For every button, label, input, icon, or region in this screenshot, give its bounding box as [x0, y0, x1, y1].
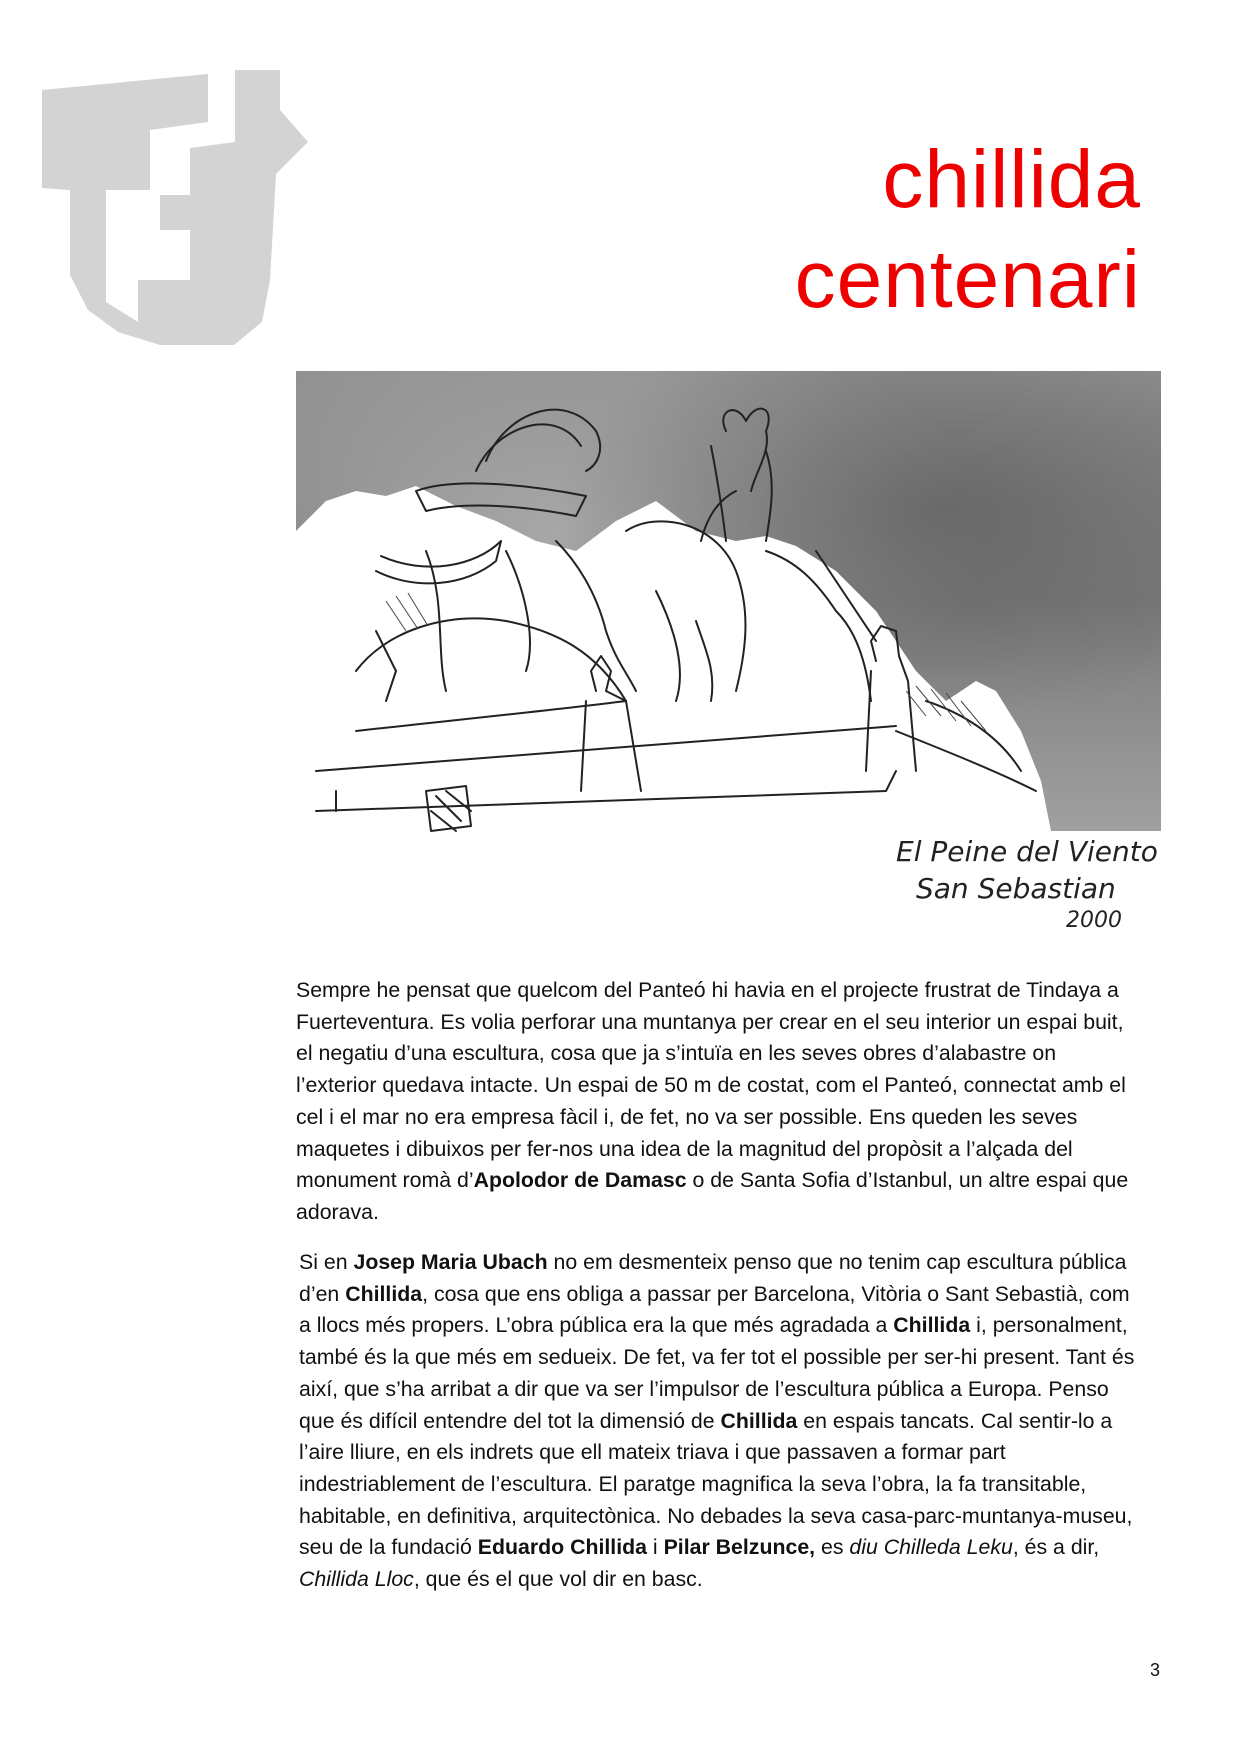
paragraph-2-bold-chillida-2: Chillida	[893, 1313, 971, 1338]
page-number: 3	[1150, 1660, 1161, 1680]
peine-del-viento-sketch	[296, 371, 1161, 936]
paragraph-2-bold-chillida-3: Chillida	[720, 1408, 798, 1433]
paragraph-2-bold-ubach: Josep Maria Ubach	[353, 1250, 548, 1274]
paragraph-2-text-2: no em desmenteix penso que no tenim cap escultura pública d’en	[299, 1250, 1127, 1306]
sketch-caption-line-3: 2000	[1066, 908, 1122, 933]
paragraph-1-text: Sempre he pensat que quelcom del Panteó hi havia en el projecte frustrat de Tindaya a Fuerteventura. Es volia perforar una muntanya per crear en el seu interior un espai buit, el negatiu d’una escultura, cosa que ja s’intuïa en les seves obres d’alabastre on l’exterior quedava intacte. Un espai de 50 m de costat, com el Panteó, connectat amb el cel i el mar no era empresa fàcil i, de fet, no va ser possible. Ens queden les seves maquetes i dibuixos per fer-nos una idea de la magnitud del propòsit a l’alçada del monument romà d’	[296, 978, 1126, 1193]
paragraph-2-text-8: , és a dir,	[1012, 1535, 1100, 1560]
paragraph-2-text-5: en espais tancats. Cal sentir-lo a l’aire lliure, en els indrets que ell mateix triava i que passaven a formar part indestriablement de l’escultura. El paratge magnifica la seva l’obra, la fa transitable, habitable, en definitiva, arquitectònica. No debades la seva casa-parc-muntanya-museu, seu de la fundació	[299, 1408, 1133, 1560]
body-paragraph-1	[296, 975, 1136, 1229]
paragraph-2-text-9: , que és el que vol dir en basc.	[413, 1567, 703, 1592]
paragraph-2-italic-lloc: Chillida Lloc	[299, 1567, 414, 1592]
paragraph-2-text-7: es	[815, 1535, 850, 1560]
paragraph-2-italic-leku: diu Chilleda Leku	[849, 1535, 1013, 1560]
sketch-caption-line-2: San Sebastian	[916, 872, 1116, 905]
paragraph-2-text-3: , cosa que ens obliga a passar per Barcelona, Vitòria o Sant Sebastià, com a llocs més propers. L’obra pública era la que més agradada a	[299, 1281, 1130, 1338]
paragraph-1-bold: Apolodor de Damasc	[473, 1168, 687, 1193]
paragraph-1-text-2: o de Santa Sofia d’Istanbul, un altre espai que adorava.	[296, 1168, 1129, 1224]
chillida-logo-icon	[40, 70, 320, 345]
sketch-caption-line-1: El Peine del Viento	[896, 835, 1158, 868]
paragraph-2-bold-pilar: Pilar Belzunce,	[663, 1535, 816, 1560]
paragraph-2-bold-chillida: Chillida	[345, 1281, 423, 1306]
paragraph-2-text-4: i, personalment, també és la que més em sedueix. De fet, va fer tot el possible per ser-hi present. Tant és així, que s’ha arribat a dir que va ser l’impulsor de l’escultura pública a Europa. Penso que és difícil entendre del tot la dimensió de	[299, 1313, 1135, 1433]
paragraph-2-bold-eduardo: Eduardo Chillida	[477, 1535, 647, 1560]
title-line-1: chillida	[882, 134, 1141, 225]
title-line-2: centenari	[794, 234, 1141, 325]
body-paragraph-2	[299, 1247, 1139, 1596]
page-title	[795, 130, 1141, 330]
paragraph-2-text: Si en	[299, 1250, 354, 1274]
paragraph-2-text-6: i	[647, 1535, 664, 1560]
